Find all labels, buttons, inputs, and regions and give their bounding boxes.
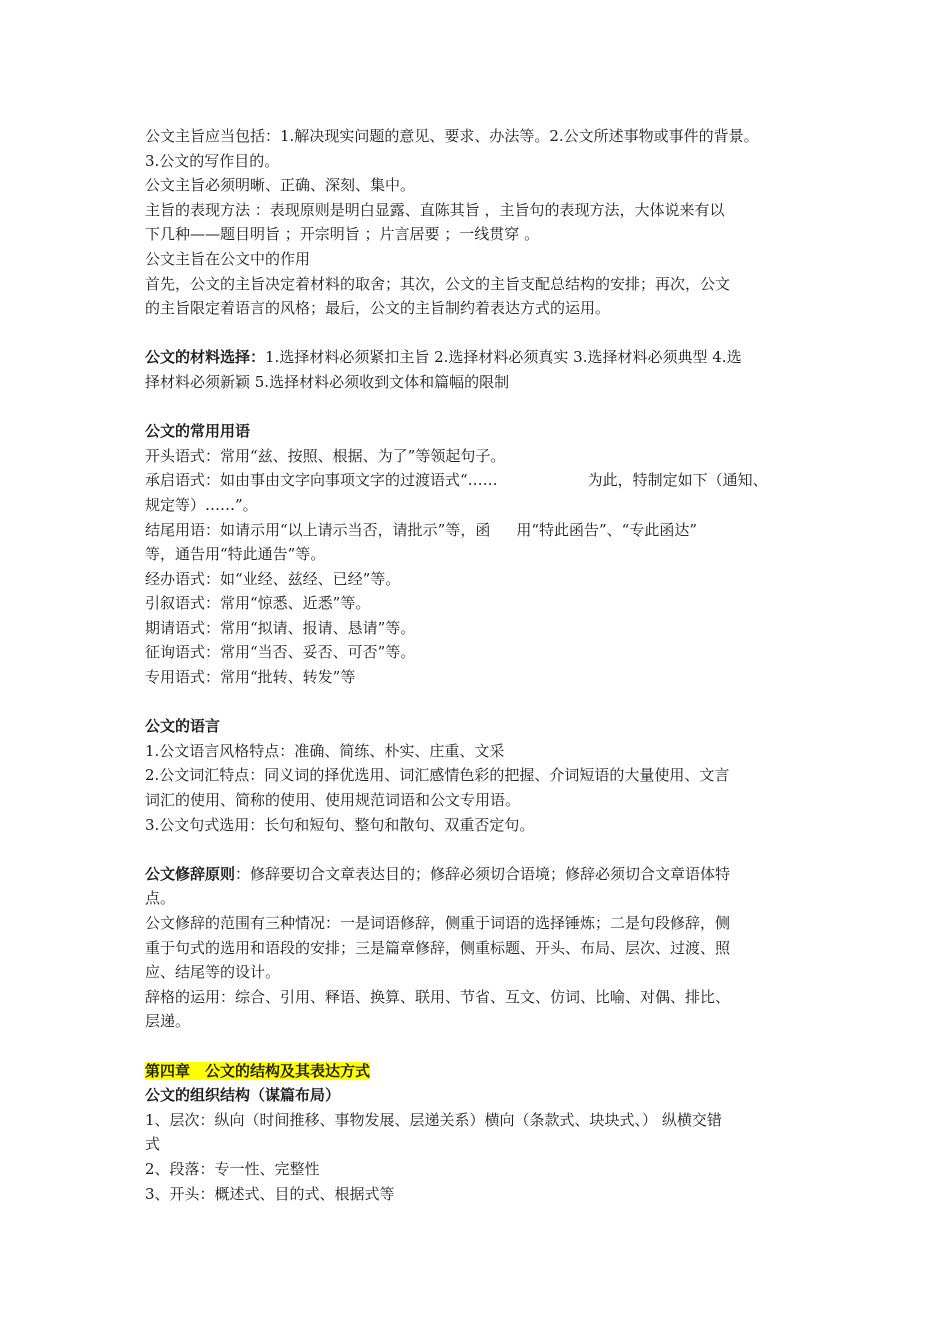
text-inline: 1.选择材料必须紧扣主旨 2.选择材料必须真实 3.选择材料必须典型 4.选 — [265, 348, 742, 367]
chapter-heading-line — [145, 1059, 815, 1084]
text-inline: ：修辞要切合文章表达目的；修辞必须切合语境；修辞必须切合文章语体特 — [235, 864, 731, 883]
text-line: 引叙语式：常用“惊悉、近悉”等。 — [145, 594, 371, 613]
section-heading-structure: 公文的组织结构（谋篇布局） — [145, 1086, 341, 1105]
text-line: 征询语式：常用“当否、妥否、可否”等。 — [145, 643, 416, 662]
document-page — [145, 124, 815, 1206]
chapter-heading: 第四章 公文的结构及其表达方式 — [145, 1061, 371, 1080]
text-line: 开头语式：常用“兹、按照、根据、为了”等领起句子。 — [145, 446, 506, 465]
text-line: 3.公文句式选用：长句和短句、整句和散句、双重否定句。 — [145, 815, 535, 834]
text-line — [145, 518, 815, 543]
rhetoric-principle-line — [145, 862, 815, 887]
section-heading-rhetoric: 公文修辞原则 — [145, 864, 236, 883]
text-line: 词汇的使用、简称的使用、使用规范词语和公文专用语。 — [145, 791, 521, 810]
text-line: 主旨的表现方法 ：表现原则是明白显露、直陈其旨 ，主旨句的表现方法，大体说来有以 — [145, 200, 725, 219]
text-line — [145, 468, 815, 493]
text-line: 公文修辞的范围有三种情况：一是词语修辞，侧重于词语的选择锤炼；二是句段修辞，侧 — [145, 914, 731, 932]
text-line: 1、层次：纵向（时间推移、事物发展、层递关系）横向（条款式、块块式、） 纵横交错 — [145, 1110, 722, 1129]
text-line: 2、段落：专一性、完整性 — [145, 1159, 320, 1178]
paragraph-gap — [145, 321, 815, 346]
text-line: 期请语式：常用“拟请、报请、恳请”等。 — [145, 618, 416, 637]
text-inline: 承启语式：如由事由文字向事项文字的过渡语式“…… — [145, 471, 498, 490]
paragraph-gap — [145, 395, 815, 420]
text-line: 公文主旨必须明晰、正确、深刻、集中。 — [145, 176, 416, 195]
material-selection-line — [145, 345, 815, 370]
text-line: 公文主旨应当包括：1.解决现实问题的意见、要求、办法等。2.公文所述事物或事件的背景。 — [145, 127, 759, 145]
section-heading-language: 公文的语言 — [145, 717, 221, 736]
text-line: 应、结尾等的设计。 — [145, 963, 281, 982]
text-line: 规定等）……”。 — [145, 495, 258, 514]
text-line: 3、开头：概述式、目的式、根据式等 — [145, 1184, 395, 1203]
text-line: 等，通告用“特此通告”等。 — [145, 545, 326, 564]
text-line: 1.公文语言风格特点：准确、简练、朴实、庄重、文采 — [145, 741, 505, 760]
text-inline: 结尾用语：如请示用“以上请示当否，请批示”等，函 — [145, 520, 491, 539]
text-line: 经办语式：如“业经、兹经、已经”等。 — [145, 569, 401, 588]
text-line: 辞格的运用：综合、引用、释语、换算、联用、节省、互文、仿词、比喻、对偶、排比、 — [145, 987, 731, 1006]
paragraph-gap — [145, 690, 815, 715]
text-inline: 为此，特制定如下（通知、 — [587, 471, 768, 490]
text-inline: 用“特此函告”、“专此函达” — [516, 520, 698, 539]
text-line: 的主旨限定着语言的风格；最后，公文的主旨制约着表达方式的运用。 — [145, 299, 611, 318]
text-line: 下几种——题目明旨 ；开宗明旨 ；片言居要 ；一线贯穿 。 — [145, 225, 540, 244]
text-line: 专用语式：常用“批转、转发”等 — [145, 668, 356, 687]
text-line: 3.公文的写作目的。 — [145, 151, 280, 170]
text-line: 公文主旨在公文中的作用 — [145, 249, 311, 268]
text-line: 式 — [145, 1135, 161, 1154]
paragraph-gap — [145, 1034, 815, 1059]
text-line: 择材料必须新颖 5.选择材料必须收到文体和篇幅的限制 — [145, 372, 510, 391]
section-heading-phrases: 公文的常用用语 — [145, 422, 251, 441]
text-line: 2.公文词汇特点：同义词的择优选用、词汇感情色彩的把握、介词短语的大量使用、文言 — [145, 766, 730, 785]
text-line: 点。 — [145, 889, 176, 908]
text-line: 层递。 — [145, 1012, 191, 1031]
section-heading-material: 公文的材料选择： — [145, 348, 266, 367]
paragraph-gap — [145, 837, 815, 862]
text-line: 首先，公文的主旨决定着材料的取舍；其次，公文的主旨支配总结构的安排；再次，公文 — [145, 274, 731, 293]
text-line: 重于句式的选用和语段的安排；三是篇章修辞，侧重标题、开头、布局、层次、过渡、照 — [145, 938, 731, 957]
